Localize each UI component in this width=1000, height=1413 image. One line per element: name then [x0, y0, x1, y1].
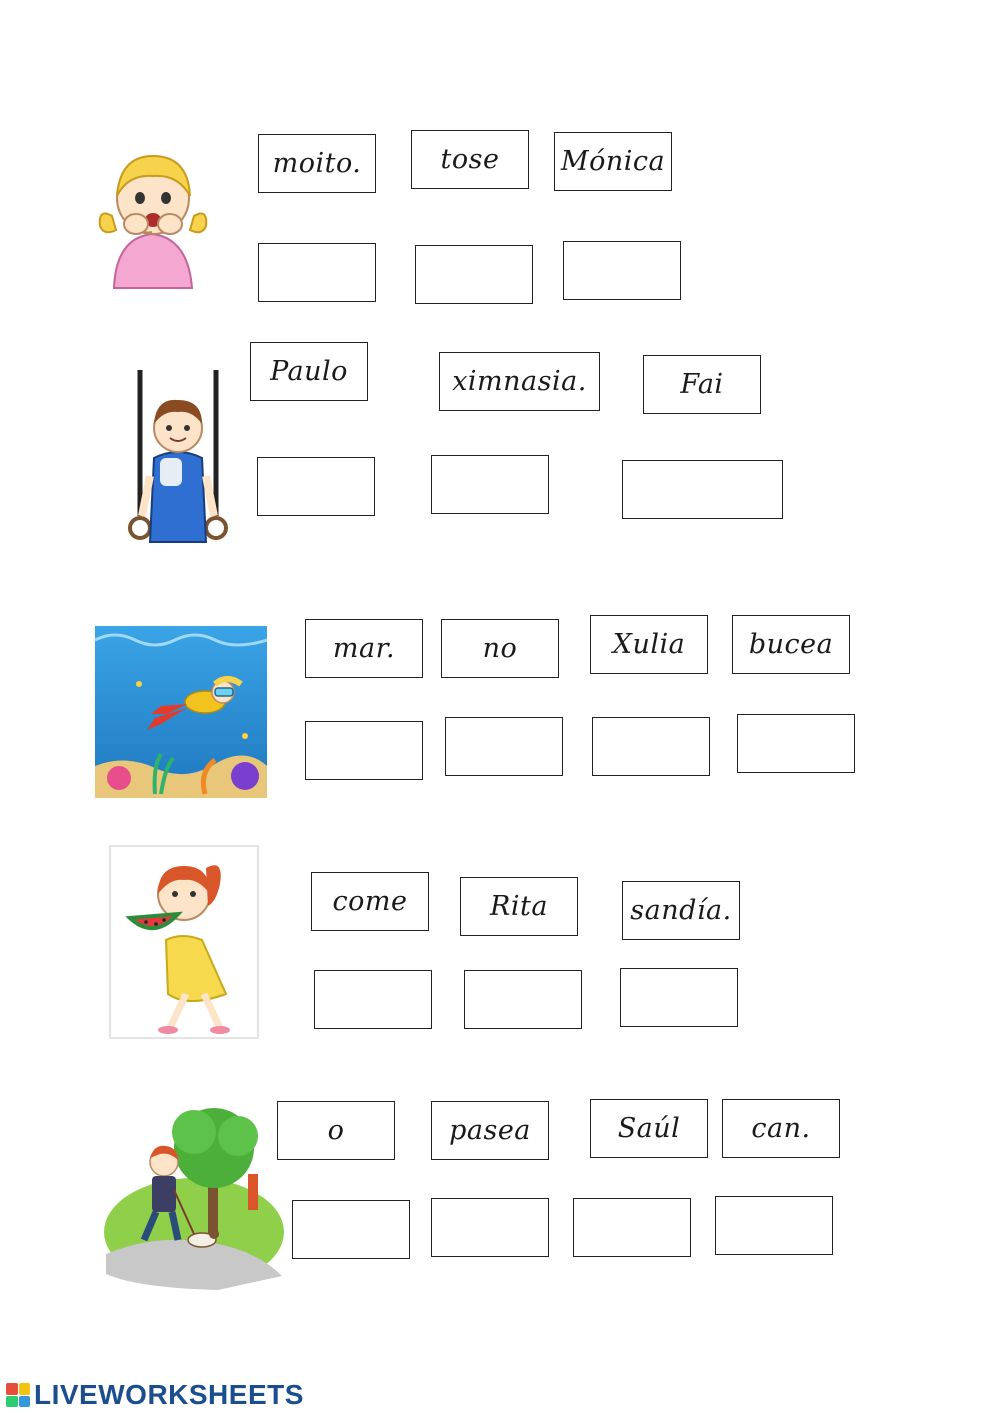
word-card-come[interactable]: come [311, 872, 429, 931]
word-card-pasea[interactable]: pasea [431, 1101, 549, 1160]
answer-slot-5-2[interactable] [431, 1198, 549, 1257]
word-card-can[interactable]: can. [722, 1099, 840, 1158]
boy-gymnastics-rings-picture [106, 366, 250, 552]
answer-slot-4-1[interactable] [314, 970, 432, 1029]
answer-slot-3-2[interactable] [445, 717, 563, 776]
word-card-sandia[interactable]: sandía. [622, 881, 740, 940]
answer-slot-1-2[interactable] [415, 245, 533, 304]
answer-slot-4-3[interactable] [620, 968, 738, 1027]
answer-slot-1-1[interactable] [258, 243, 376, 302]
answer-slot-3-3[interactable] [592, 717, 710, 776]
girl-diving-underwater-picture [95, 626, 267, 798]
word-card-saul[interactable]: Saúl [590, 1099, 708, 1158]
word-card-mar[interactable]: mar. [305, 619, 423, 678]
word-card-tose[interactable]: tose [411, 130, 529, 189]
answer-slot-2-2[interactable] [431, 455, 549, 514]
liveworksheets-logo-icon [6, 1383, 30, 1407]
word-card-rita[interactable]: Rita [460, 877, 578, 936]
word-card-o[interactable]: o [277, 1101, 395, 1160]
brand-name: LIVEWORKSHEETS [34, 1379, 304, 1410]
word-card-moito[interactable]: moito. [258, 134, 376, 193]
answer-slot-5-1[interactable] [292, 1200, 410, 1259]
answer-slot-1-3[interactable] [563, 241, 681, 300]
answer-slot-3-4[interactable] [737, 714, 855, 773]
answer-slot-3-1[interactable] [305, 721, 423, 780]
answer-slot-2-1[interactable] [257, 457, 375, 516]
girl-coughing-picture [92, 138, 214, 304]
answer-slot-5-3[interactable] [573, 1198, 691, 1257]
word-card-paulo[interactable]: Paulo [250, 342, 368, 401]
word-card-fai[interactable]: Fai [643, 355, 761, 414]
word-card-bucea[interactable]: bucea [732, 615, 850, 674]
liveworksheets-logo[interactable] [6, 1378, 304, 1412]
answer-slot-4-2[interactable] [464, 970, 582, 1029]
word-card-ximnasia[interactable]: ximnasia. [439, 352, 600, 411]
boy-walking-dog-park-picture [98, 1104, 284, 1292]
girl-eating-watermelon-picture [108, 844, 260, 1040]
word-card-no[interactable]: no [441, 619, 559, 678]
answer-slot-2-3[interactable] [622, 460, 783, 519]
word-card-monica[interactable]: Mónica [554, 132, 672, 191]
answer-slot-5-4[interactable] [715, 1196, 833, 1255]
word-card-xulia[interactable]: Xulia [590, 615, 708, 674]
